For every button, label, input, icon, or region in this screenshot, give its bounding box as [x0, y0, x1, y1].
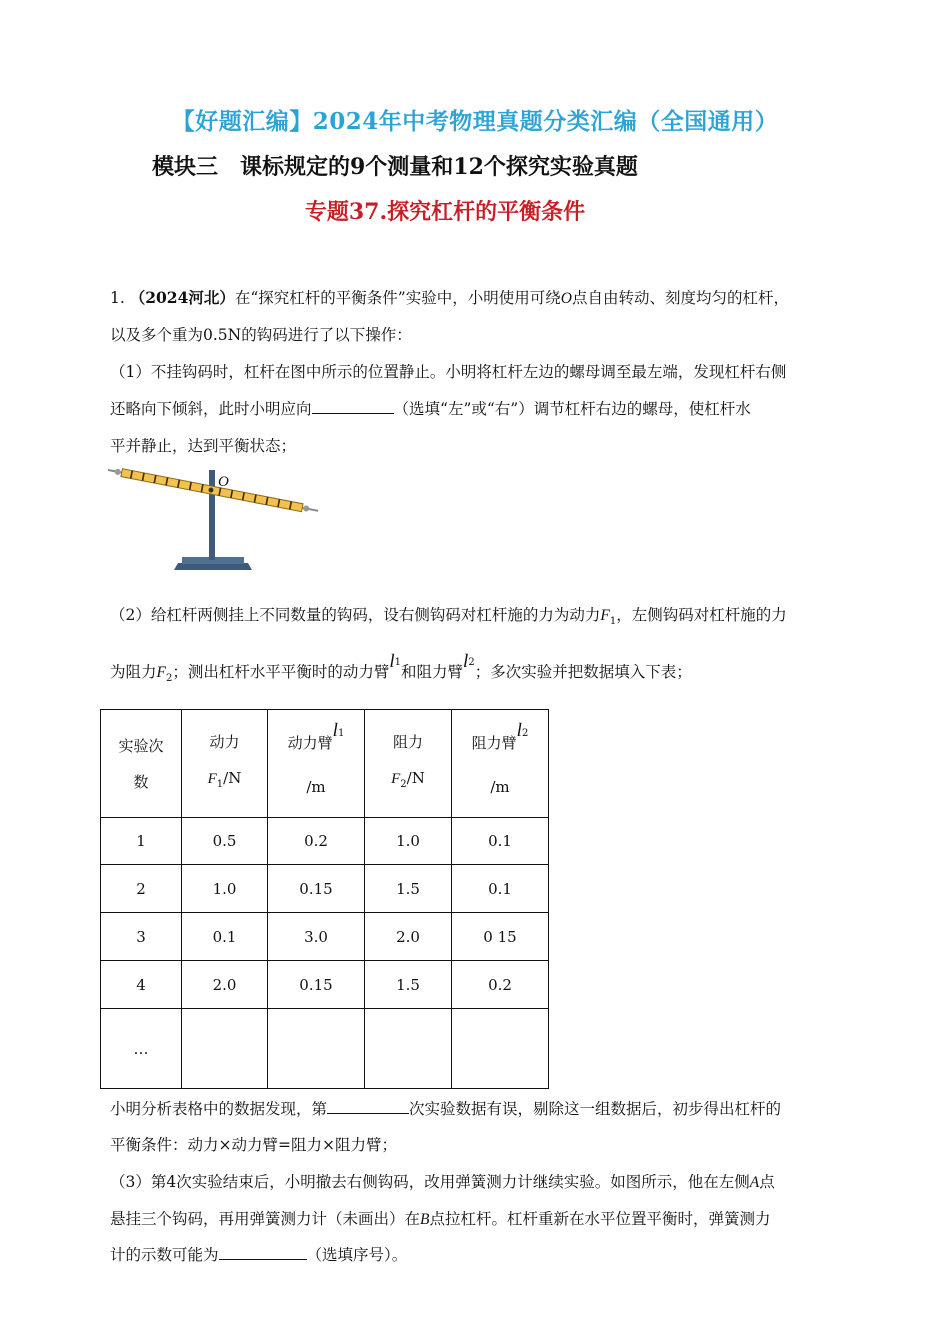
table-cell: 0.5 [182, 818, 268, 865]
header-effort-b [182, 760, 267, 803]
header-trial-a: 实验次 [118, 736, 164, 755]
table-row [101, 818, 549, 865]
table-cell [268, 1009, 365, 1089]
table-cell: 3.0 [268, 913, 365, 961]
l2-symbol: l [463, 651, 469, 672]
part3-text-a: （3）第4次实验结束后，小明撤去右侧钩码，改用弹簧测力计继续实验。如图所示，他在左侧 [110, 1173, 750, 1191]
table-cell: 4 [101, 961, 182, 1009]
header-l2-symbol: l [516, 720, 522, 741]
table-header-row [101, 710, 549, 818]
l1-sub: 1 [394, 656, 402, 668]
part1-line3: 平并静止，达到平衡状态； [110, 437, 297, 455]
f2-symbol: F [156, 664, 166, 681]
header-load-b [365, 760, 451, 803]
part1-line1: （1）不挂钩码时，杠杆在图中所示的位置静止。小明将杠杆左边的螺母调至最左端，发现杠杆右侧 [110, 363, 787, 381]
table-cell: 0.15 [268, 961, 365, 1009]
point-b-symbol: B [420, 1211, 430, 1228]
header-effort-arm-text: 动力臂 [287, 734, 333, 752]
table-cell: 1 [101, 818, 182, 865]
header-f1-sub: 1 [216, 779, 224, 790]
header-effort-arm-unit: /m [306, 778, 326, 796]
table-row [101, 913, 549, 961]
question-source: （2024河北） [129, 288, 235, 307]
part3-text-c: 悬挂三个钩码，再用弹簧测力计（未画出）在 [110, 1210, 421, 1228]
header-f2-sub: 2 [400, 779, 407, 790]
header-trial [101, 710, 182, 818]
l1-symbol: l [389, 651, 395, 672]
table-row [101, 865, 549, 913]
header-load-a: 阻力 [392, 733, 423, 751]
table-cell: 2.0 [365, 913, 452, 961]
header-effort-arm [268, 710, 365, 818]
f2-sub: 2 [165, 673, 173, 685]
document-title: 【好题汇编】2024年中考物理真题分类汇编（全国通用） [171, 108, 779, 135]
table-cell: 0.2 [268, 818, 365, 865]
header-load-arm-text: 阻力臂 [471, 734, 517, 752]
table-row [101, 1009, 549, 1089]
header-load-unit: /N [406, 769, 425, 787]
part3-line2 [110, 1207, 771, 1229]
part2-text-c: 为阻力 [110, 663, 157, 681]
table-cell: 1.5 [365, 961, 452, 1009]
table-cell: … [101, 1009, 182, 1089]
table-cell: 2.0 [182, 961, 268, 1009]
part2-text-d: ；测出杠杆水平平衡时的动力臂 [172, 663, 390, 681]
header-effort-a: 动力 [209, 733, 240, 751]
header-load-arm-a [452, 722, 548, 761]
header-f2-symbol: F [391, 771, 401, 787]
part3-text-b: 点 [759, 1173, 775, 1191]
part1-line2 [110, 397, 751, 419]
table-cell: 0.15 [268, 865, 365, 913]
part2-line1 [110, 603, 787, 627]
data-table [100, 709, 549, 1089]
table-cell: 0.1 [452, 818, 549, 865]
answer-blank-1[interactable] [312, 398, 394, 414]
part3-text-d: 点拉杠杆。杠杆重新在水平位置平衡时，弹簧测力 [429, 1210, 771, 1228]
table-cell [452, 1009, 549, 1089]
f1-symbol: F [600, 607, 610, 624]
header-l1-symbol: l [332, 720, 338, 741]
part2-text-b: ，左侧钩码对杠杆施的力 [616, 606, 787, 624]
answer-blank-2[interactable] [327, 1098, 409, 1114]
f1-sub: 1 [609, 616, 617, 628]
part2-text-a: （2）给杠杆两侧挂上不同数量的钩码，设右侧钩码对杠杆施的力为动力 [110, 606, 601, 624]
l2-sub: 2 [468, 656, 475, 668]
table-row [101, 961, 549, 1009]
table-cell: 0 15 [452, 913, 549, 961]
header-effort-unit: /N [223, 769, 242, 787]
part1-text-c: （选填“左”或“右”）调节杠杆右边的螺母，使杠杆水 [393, 400, 751, 418]
header-effort-arm-a [268, 722, 364, 761]
question-number: 1. [110, 289, 125, 307]
part2-text-e: 和阻力臂 [401, 663, 464, 681]
part3-line3 [110, 1243, 407, 1265]
point-a-symbol: A [749, 1174, 760, 1191]
part2-line3 [110, 1097, 781, 1119]
stand-post [209, 470, 215, 560]
header-load-arm [452, 710, 549, 818]
part3-line1 [110, 1170, 775, 1192]
table-cell: 0.1 [182, 913, 268, 961]
part2-line4: 平衡条件：动力×动力臂=阻力×阻力臂； [110, 1136, 397, 1154]
lever-figure [108, 460, 323, 575]
pivot-symbol: O [560, 290, 572, 307]
part2-text-f: ；多次实验并把数据填入下表； [474, 663, 692, 681]
pivot-label: O [218, 474, 229, 490]
part2-text-h: 次实验数据有误，剔除这一组数据后，初步得出杠杆的 [409, 1100, 782, 1118]
table-cell: 3 [101, 913, 182, 961]
table-cell: 1.5 [365, 865, 452, 913]
table-cell: 2 [101, 865, 182, 913]
table-cell: 1.0 [182, 865, 268, 913]
answer-blank-3[interactable] [219, 1244, 307, 1260]
part3-text-e: 计的示数可能为 [110, 1246, 219, 1264]
header-load [365, 710, 452, 818]
table-cell [365, 1009, 452, 1089]
table-cell: 0.2 [452, 961, 549, 1009]
header-load-arm-unit: /m [490, 778, 510, 796]
part2-line2 [110, 651, 692, 685]
question-intro-line1 [110, 286, 789, 308]
header-l1-sub: 1 [337, 728, 345, 739]
module-heading: 模块三 课标规定的9个测量和12个探究实验真题 [152, 154, 638, 180]
intro-text-a: 在“探究杠杆的平衡条件”实验中，小明使用可绕 [234, 289, 561, 307]
header-f1-symbol: F [207, 771, 217, 787]
table-cell: 0.1 [452, 865, 549, 913]
question-intro-line2: 以及多个重为0.5N的钩码进行了以下操作： [110, 326, 412, 344]
header-effort [182, 710, 268, 818]
part2-text-g: 小明分析表格中的数据发现，第 [110, 1100, 328, 1118]
header-trial-b: 数 [133, 772, 149, 791]
table-cell: 1.0 [365, 818, 452, 865]
table-cell [182, 1009, 268, 1089]
intro-text-b: 点自由转动、刻度均匀的杠杆， [571, 289, 789, 307]
part3-text-f: （选填序号）。 [306, 1246, 408, 1264]
topic-heading: 专题37.探究杠杆的平衡条件 [304, 199, 586, 225]
stand-base [174, 563, 252, 570]
part1-text-b: 还略向下倾斜，此时小明应向 [110, 400, 312, 418]
header-l2-sub: 2 [521, 728, 529, 739]
